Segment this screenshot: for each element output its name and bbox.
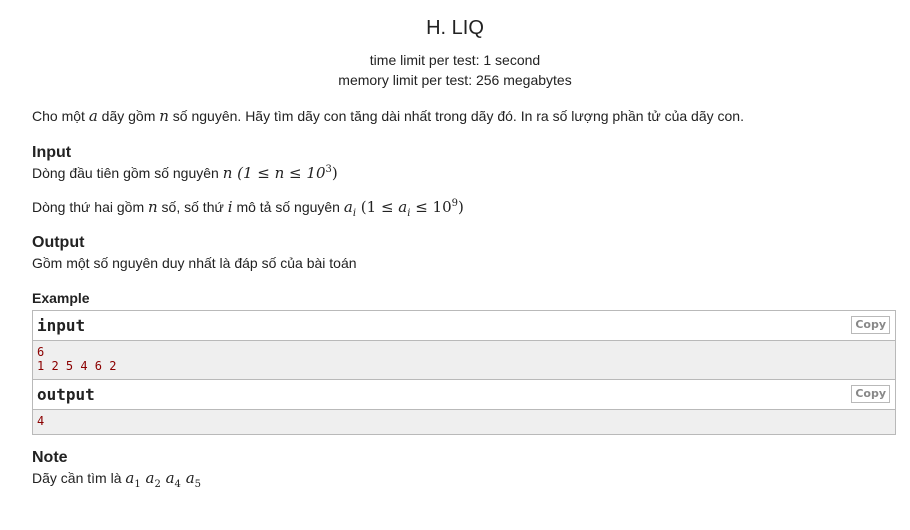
output-title: Output — [32, 234, 85, 251]
note-text: Dãy cần tìm là $a_1$ $a_2$ $a_4$ $a_5$ — [32, 469, 202, 490]
note-math: $a_1$ $a_2$ $a_4$ $a_5$ — [125, 469, 202, 490]
statement-text-2: dãy gồm — [97, 108, 160, 124]
problem-statement — [32, 106, 878, 126]
sample-output-line: 4 — [37, 414, 45, 428]
memory-limit: memory limit per test: 256 megabytes — [338, 72, 572, 88]
sample-tests — [32, 310, 896, 435]
sample-input-line: 1 2 5 4 6 2 — [37, 359, 117, 373]
sample-output-label: output — [37, 385, 95, 404]
note-title: Note — [32, 449, 68, 466]
sample-input-line: 6 — [37, 345, 45, 359]
sample-output[interactable] — [33, 410, 895, 434]
input-line-2: Dòng thứ hai gồm n số, số thứ i mô tả số nguyên $a_i$ $(1 \le a_i \le 10^9)$ — [32, 198, 464, 219]
problem-title: H. LIQ — [426, 17, 484, 39]
sample-input-header — [33, 311, 895, 341]
problem-header — [0, 0, 910, 90]
sample-output-header — [33, 380, 895, 410]
sample-input-label: input — [37, 316, 86, 335]
example-title: Example — [32, 290, 90, 306]
output-text: Gồm một số nguyên duy nhất là đáp số của bài toán — [32, 255, 357, 271]
output-specification — [32, 234, 910, 272]
statement-text-1: Cho một — [32, 108, 89, 124]
copy-output-button[interactable]: Copy — [851, 385, 890, 403]
statement-var-a: a — [88, 107, 98, 125]
statement-text-3: số nguyên. Hãy tìm dãy con tăng dài nhất trong dãy đó. In ra số lượng phần tử của dãy con. — [168, 108, 744, 124]
sample-input[interactable] — [33, 341, 895, 380]
input-line-2-math: $a_i$ $(1 \le a_i \le 10^9)$ — [343, 198, 464, 219]
input-title: Input — [32, 144, 72, 161]
input-line-1-math: n $(1 \le n \le 10^3)$ — [222, 164, 338, 182]
time-limit: time limit per test: 1 second — [369, 52, 541, 68]
input-line-1: Dòng đầu tiên gồm số nguyên n $(1 \le n \le 10^3)$ — [32, 164, 338, 182]
copy-input-button[interactable]: Copy — [851, 316, 890, 334]
input-specification — [32, 144, 910, 219]
statement-var-n: n — [159, 107, 169, 125]
